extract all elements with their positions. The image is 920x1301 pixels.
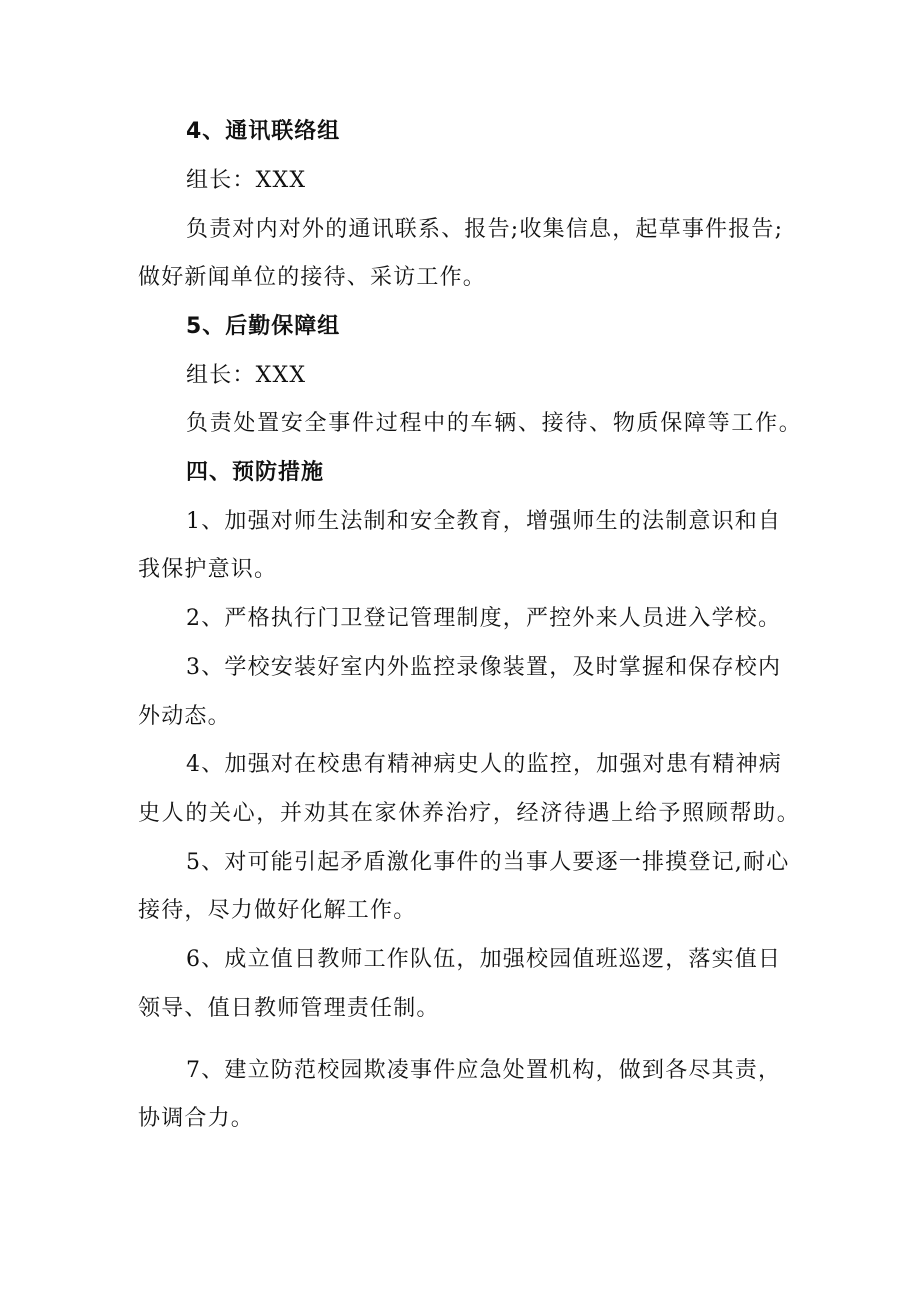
communication-duty-line-1: 负责对内对外的通讯联系、报告;收集信息，起草事件报告; [186, 217, 784, 242]
measure-5-line-1: 5、对可能引起矛盾激化事件的当事人要逐一排摸登记,耐心 [186, 850, 790, 875]
measure-7-line-2: 协调合力。 [138, 1106, 255, 1131]
logistics-group-leader: 组长：XXX [186, 363, 307, 388]
measure-3-line-1: 3、学校安装好室内外监控录像装置，及时掌握和保存校内 [186, 655, 782, 680]
measure-1-line-1: 1、加强对师生法制和安全教育，增强师生的法制意识和自 [186, 509, 782, 534]
measure-6-line-2: 领导、值日教师管理责任制。 [138, 996, 440, 1021]
measure-2-line-1: 2、严格执行门卫登记管理制度，严控外来人员进入学校。 [186, 606, 782, 631]
logistics-duty-line-1: 负责处置安全事件过程中的车辆、接待、物质保障等工作。 [186, 411, 802, 436]
measure-6-line-1: 6、成立值日教师工作队伍，加强校园值班巡逻，落实值日 [186, 947, 782, 972]
measure-7-line-1: 7、建立防范校园欺凌事件应急处置机构，做到各尽其责， [186, 1058, 782, 1083]
part-heading-prevention: 四、预防措施 [186, 460, 325, 485]
section-heading-communication: 4、通讯联络组 [186, 119, 341, 144]
communication-group-leader: 组长：XXX [186, 168, 307, 193]
measure-5-line-2: 接待，尽力做好化解工作。 [138, 898, 417, 923]
measure-4-line-2: 史人的关心，并劝其在家休养治疗，经济待遇上给予照顾帮助。 [138, 801, 800, 826]
measure-4-line-1: 4、加强对在校患有精神病史人的监控，加强对患有精神病 [186, 752, 782, 777]
measure-1-line-2: 我保护意识。 [138, 557, 278, 582]
communication-duty-line-2: 做好新闻单位的接待、采访工作。 [138, 265, 487, 290]
measure-3-line-2: 外动态。 [138, 704, 231, 729]
section-heading-logistics: 5、后勤保障组 [186, 314, 341, 339]
